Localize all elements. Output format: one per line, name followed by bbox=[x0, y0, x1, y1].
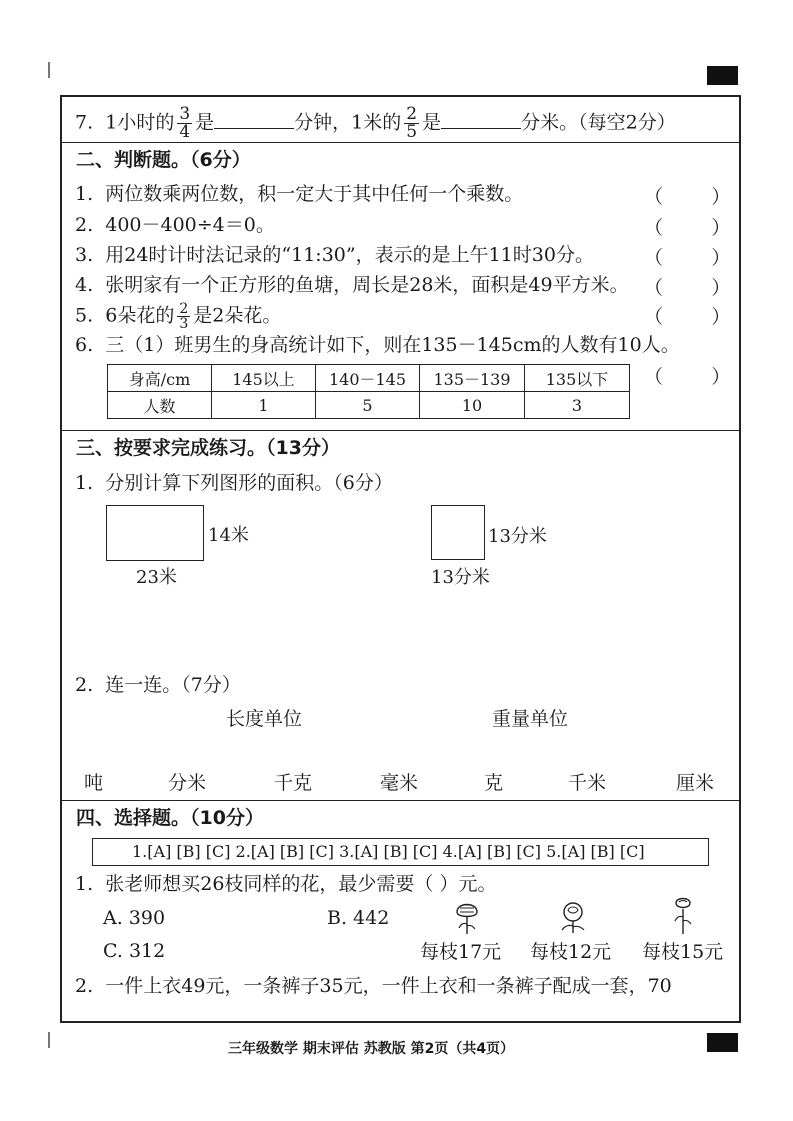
answer-paren-1[interactable]: （ ） bbox=[644, 186, 731, 208]
square-figure bbox=[431, 505, 485, 560]
table-row bbox=[108, 365, 630, 392]
question-7: 7. 1小时的 $\frac{3}{4}$ 是 分钟，1米的 $\frac{2}{5}$ 是 分米。（每空2分） bbox=[75, 104, 676, 142]
page-footer: 三年级数学 期末评估 苏教版 第2页（共4页） bbox=[228, 1041, 515, 1057]
area-question: 1. 分别计算下列图形的面积。（6分） bbox=[75, 472, 393, 494]
judge-item-2: 2. 400－400÷4＝0。 bbox=[75, 214, 275, 236]
divider-1 bbox=[60, 142, 741, 143]
section-4-title: 四、选择题。（10分） bbox=[76, 807, 264, 829]
price-label-3: 每枝15元 bbox=[642, 941, 724, 963]
table-cell: 人数 bbox=[108, 392, 212, 419]
judge-item-6: 6. 三（1）班男生的身高统计如下，则在135－145cm的人数有10人。 bbox=[75, 334, 680, 356]
judge-item-3: 3. 用24时计时法记录的“11:30”，表示的是上午11时30分。 bbox=[75, 244, 594, 266]
section-3-title: 三、按要求完成练习。（13分） bbox=[76, 437, 340, 459]
fraction-2-3: $\frac{2}{3}$ bbox=[179, 301, 189, 332]
flower-icon-1 bbox=[452, 898, 482, 936]
unit-item[interactable]: 克 bbox=[484, 772, 504, 794]
judge-item-4: 4. 张明家有一个正方形的鱼塘，周长是28米，面积是49平方米。 bbox=[75, 274, 629, 296]
corner-mark-bottom bbox=[707, 1033, 738, 1052]
height-table bbox=[107, 364, 630, 419]
answer-paren-2[interactable]: （ ） bbox=[644, 217, 731, 239]
judge-item-5: 5. 6朵花的 $\frac{2}{3}$ 是2朵花。 bbox=[75, 301, 282, 332]
answer-card-text: 1.[A] [B] [C] 2.[A] [B] [C] 3.[A] [B] [C] 4.[A] [B] [C] 5.[A] [B] [C] bbox=[132, 842, 645, 861]
rectangle-bottom-label: 23米 bbox=[136, 567, 177, 588]
table-cell: 135以下 bbox=[525, 365, 630, 392]
table-cell: 3 bbox=[525, 392, 630, 419]
answer-paren-5[interactable]: （ ） bbox=[644, 306, 731, 328]
fraction-2-5: $\frac{2}{5}$ bbox=[406, 104, 418, 142]
answer-paren-4[interactable]: （ ） bbox=[644, 277, 731, 299]
flower-icon-3 bbox=[670, 895, 696, 935]
divider-2 bbox=[60, 430, 741, 431]
choice-question-2: 2. 一件上衣49元，一条裤子35元，一件上衣和一条裤子配成一套，70 bbox=[75, 975, 672, 997]
category-weight: 重量单位 bbox=[492, 708, 569, 730]
table-cell: 145以上 bbox=[212, 365, 316, 392]
choice-question-1: 1. 张老师想买26枝同样的花，最少需要（ ）元。 bbox=[75, 873, 497, 895]
divider-3 bbox=[60, 800, 741, 801]
table-cell: 135－139 bbox=[420, 365, 525, 392]
option-c[interactable]: C. 312 bbox=[103, 940, 166, 962]
table-cell: 5 bbox=[316, 392, 420, 419]
unit-item[interactable]: 千米 bbox=[568, 772, 607, 794]
judge-item-1: 1. 两位数乘两位数，积一定大于其中任何一个乘数。 bbox=[75, 183, 524, 205]
square-bottom-label: 13分米 bbox=[431, 567, 490, 588]
rectangle-figure bbox=[106, 505, 204, 561]
unit-item[interactable]: 分米 bbox=[168, 772, 207, 794]
category-length: 长度单位 bbox=[226, 708, 303, 730]
section-2-title: 二、判断题。（6分） bbox=[76, 149, 251, 171]
unit-item[interactable]: 毫米 bbox=[380, 772, 419, 794]
answer-blank-2[interactable] bbox=[441, 110, 521, 129]
square-side-label: 13分米 bbox=[488, 526, 547, 547]
table-cell: 1 bbox=[212, 392, 316, 419]
unit-item[interactable]: 吨 bbox=[84, 772, 104, 794]
match-question: 2. 连一连。（7分） bbox=[75, 674, 241, 696]
corner-mark-top bbox=[707, 66, 738, 85]
fraction-3-4: $\frac{3}{4}$ bbox=[179, 104, 191, 142]
table-cell: 10 bbox=[420, 392, 525, 419]
price-label-2: 每枝12元 bbox=[530, 941, 612, 963]
table-cell: 身高/cm bbox=[108, 365, 212, 392]
answer-paren-3[interactable]: （ ） bbox=[644, 247, 731, 269]
unit-item[interactable]: 厘米 bbox=[676, 772, 715, 794]
margin-tick-bottom bbox=[48, 1032, 50, 1048]
price-label-1: 每枝17元 bbox=[420, 941, 502, 963]
option-b[interactable]: B. 442 bbox=[327, 907, 390, 929]
answer-paren-6[interactable]: （ ） bbox=[644, 366, 731, 388]
table-row bbox=[108, 392, 630, 419]
flower-icon-2 bbox=[556, 900, 590, 934]
table-cell: 140－145 bbox=[316, 365, 420, 392]
margin-tick-top bbox=[48, 62, 50, 78]
rectangle-side-label: 14米 bbox=[208, 525, 249, 546]
unit-item[interactable]: 千克 bbox=[274, 772, 313, 794]
option-a[interactable]: A. 390 bbox=[103, 907, 166, 929]
answer-blank-1[interactable] bbox=[214, 110, 294, 129]
